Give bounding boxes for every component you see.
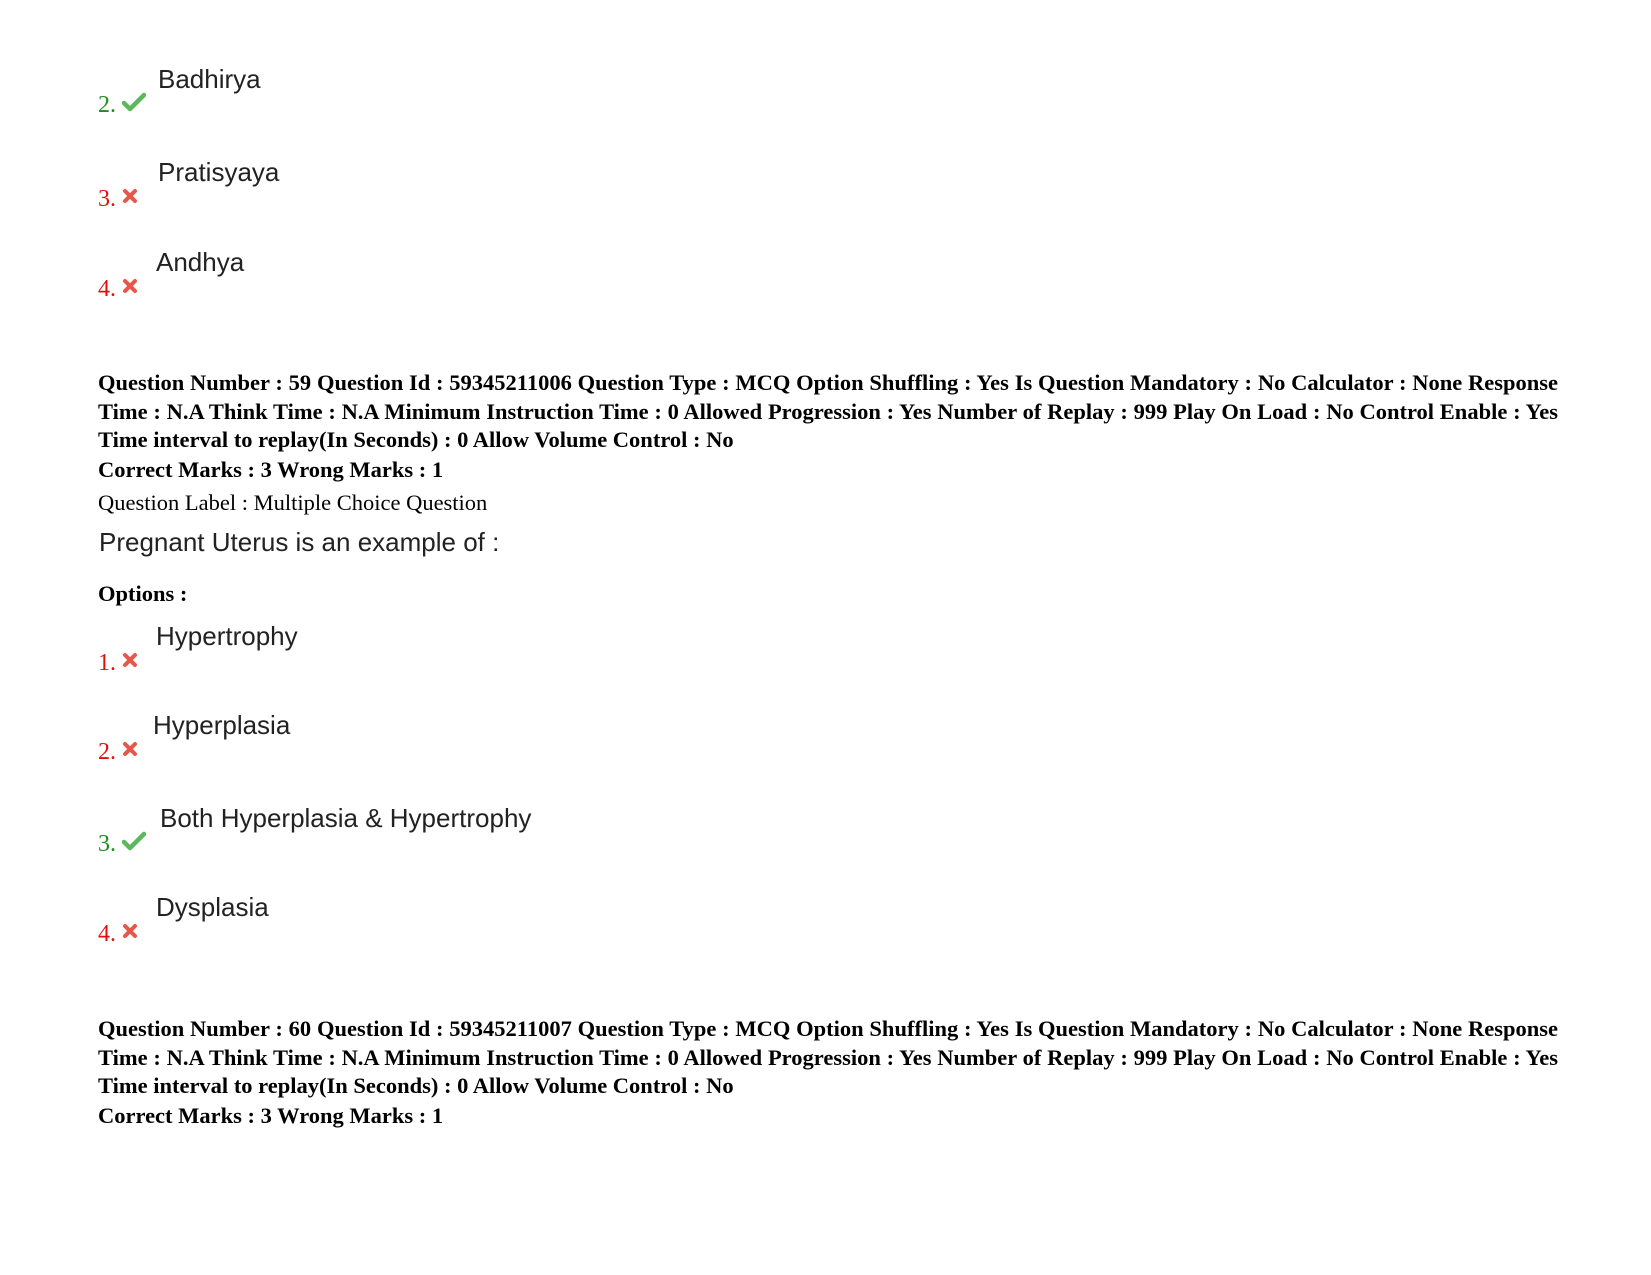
question-marks: Correct Marks : 3 Wrong Marks : 1 (98, 457, 444, 482)
option-text: Dysplasia (156, 892, 269, 922)
option-number: 1. (98, 650, 116, 676)
option-text: Andhya (156, 247, 245, 277)
option-number: 3. (98, 186, 116, 212)
cross-icon (122, 741, 138, 757)
option-number: 2. (98, 739, 116, 765)
cross-icon (122, 652, 138, 668)
option-text: Hyperplasia (153, 710, 291, 740)
cross-icon (122, 188, 138, 204)
question-header: Question Number : 60 Question Id : 59345211007 Question Type : MCQ Option Shuffling : Yes Is Question Mandatory : No Calculator : None Response Time : N.A Think Time : N.A Minimum Instruction Time : 0 Allowed Progression : Yes Number of Replay : 999 Play On Load : No Control Enable : Yes Time interval to replay(In Seconds) : 0 Allow Volume Control : No (98, 1016, 1558, 1098)
cross-icon (122, 923, 138, 939)
check-icon (122, 92, 146, 112)
option-number: 4. (98, 276, 116, 302)
question-header: Question Number : 59 Question Id : 59345211006 Question Type : MCQ Option Shuffling : Yes Is Question Mandatory : No Calculator : None Response Time : N.A Think Time : N.A Minimum Instruction Time : 0 Allowed Progression : Yes Number of Replay : 999 Play On Load : No Control Enable : Yes Time interval to replay(In Seconds) : 0 Allow Volume Control : No (98, 370, 1558, 452)
question-marks: Correct Marks : 3 Wrong Marks : 1 (98, 1103, 444, 1128)
options-label: Options : (98, 581, 188, 606)
question-text: Pregnant Uterus is an example of : (99, 527, 500, 557)
option-number: 4. (98, 921, 116, 947)
option-number: 2. (98, 92, 116, 118)
cross-icon (122, 278, 138, 294)
check-icon (122, 831, 146, 851)
option-number: 3. (98, 831, 116, 857)
question-label: Question Label : Multiple Choice Question (98, 490, 488, 515)
option-text: Both Hyperplasia & Hypertrophy (160, 803, 532, 833)
option-text: Badhirya (158, 64, 261, 94)
option-text: Hypertrophy (156, 621, 298, 651)
option-text: Pratisyaya (158, 157, 280, 187)
